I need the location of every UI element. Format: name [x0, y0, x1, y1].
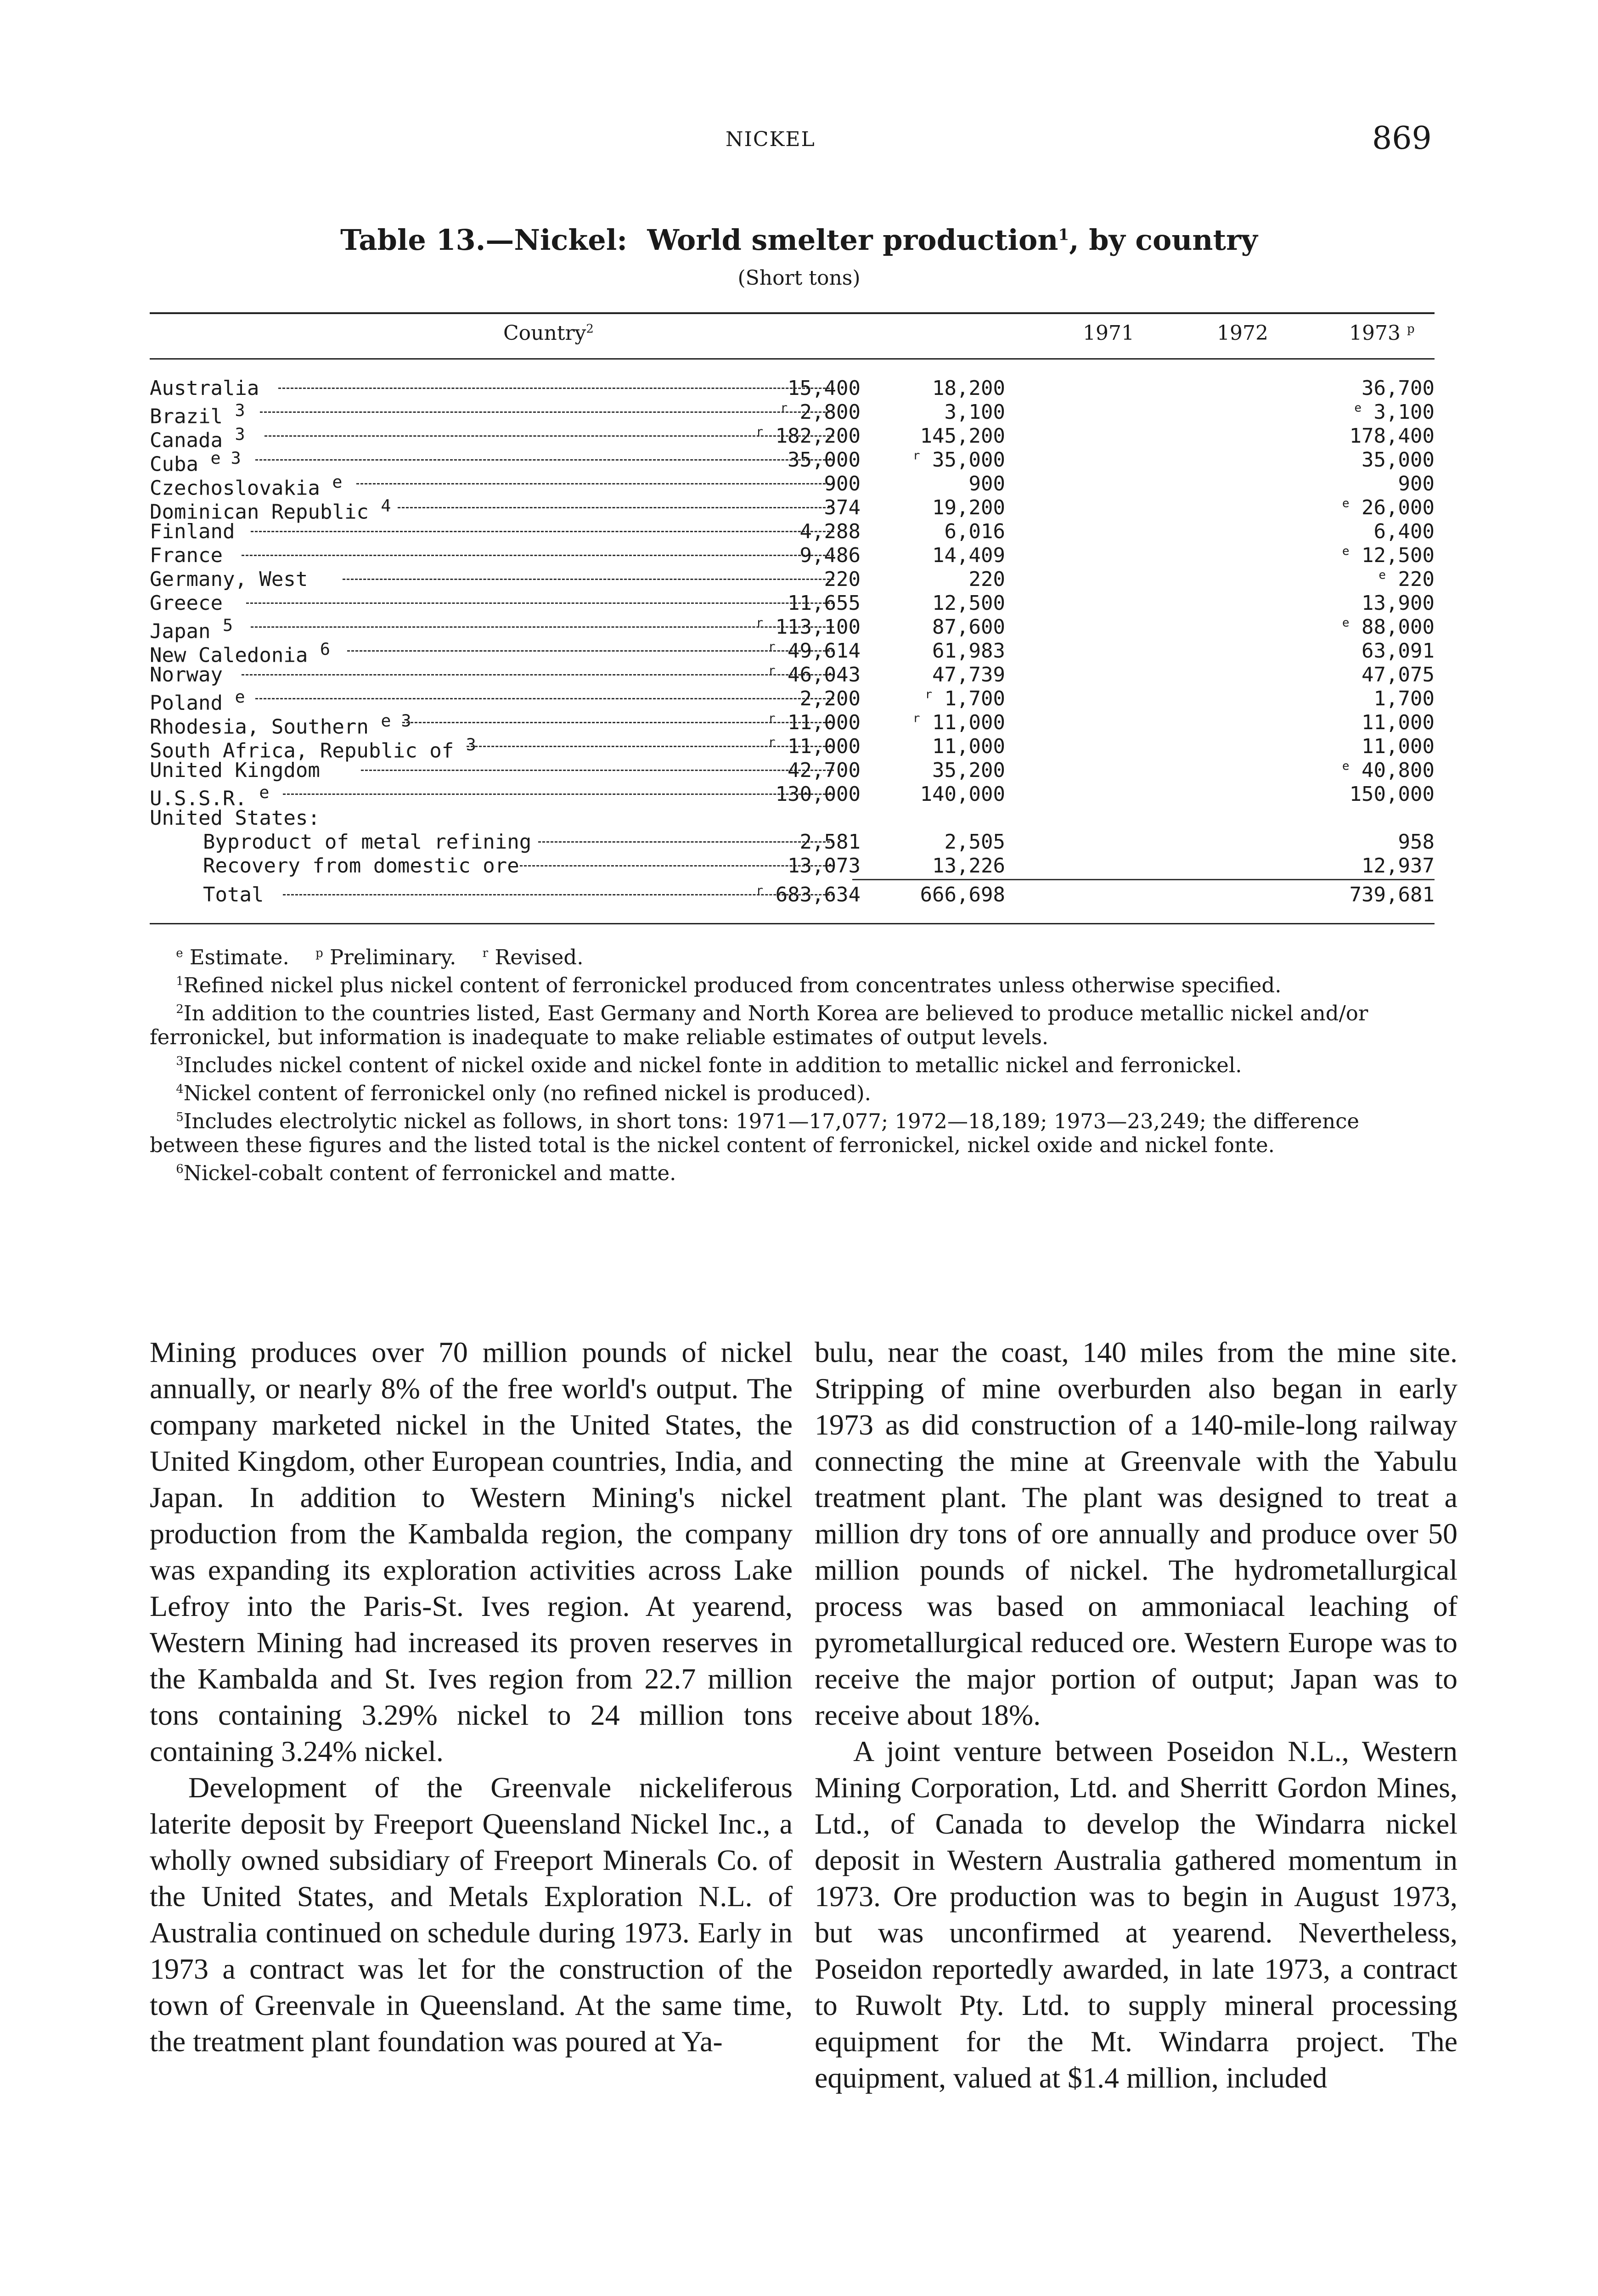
value-1971 — [800, 830, 861, 854]
leader-dots — [398, 507, 834, 508]
table-row — [150, 544, 1435, 568]
row-label: Germany, West — [150, 568, 308, 591]
leader-dots — [242, 555, 834, 556]
value-1973-value: 36,700 — [1362, 377, 1435, 400]
value-1973 — [1342, 759, 1435, 782]
value-1973 — [1354, 400, 1435, 424]
value-1971-value: 220 — [824, 568, 861, 591]
value-1972-value: 11,000 — [932, 711, 1005, 734]
leader-dots — [347, 650, 834, 652]
total-rule — [852, 879, 1435, 880]
value-1971-value: 374 — [824, 496, 861, 519]
row-label-note: e 3 — [381, 711, 411, 731]
value-1971-value: 9,486 — [799, 544, 861, 567]
body-column-left — [150, 1334, 793, 2060]
leader-dots — [278, 388, 834, 389]
row-label-note: 6 — [320, 639, 330, 659]
value-1971-value: 13,073 — [788, 854, 861, 878]
legend-estimate: Estimate. — [189, 945, 289, 969]
footnote-2-text: In addition to the countries listed, East Germany and North Korea are believed to produce metallic nickel and/or ferronickel, but information is inadequate to make reliable estimates of output levels. — [150, 1001, 1368, 1049]
body-left-paragraph-1: Mining produces over 70 million pounds of nickel annually, or nearly 8% of the free world's output. The company marketed nickel in the United States, the United Kingdom, other European countries, India, and Japan. In addition to Western Mining's nickel production from the Kambalda region, the company was expanding its exploration activities across Lake Lefroy into the Paris-St. Ives region. At yearend, Western Mining had increased its proven reserves in the Kambalda and St. Ives region from 22.7 million tons containing 3.29% nickel to 24 million tons containing 3.24% nickel. — [150, 1336, 793, 1767]
value-1972-value: 35,200 — [932, 759, 1005, 782]
value-1971-flag: r — [756, 425, 764, 439]
table-body — [150, 377, 1435, 907]
table-row — [150, 735, 1435, 763]
leader-dots — [260, 411, 834, 413]
value-1972-value: 2,505 — [944, 830, 1005, 854]
value-1973 — [1342, 496, 1435, 519]
value-1973-flag: e — [1379, 568, 1386, 582]
value-1973-value: 12,500 — [1362, 544, 1435, 567]
body-right-paragraph-2: A joint venture between Poseidon N.L., Western Mining Corporation, Ltd. and Sherritt Gordon Mines, Ltd., of Canada to develop the Windarra nickel deposit in Western Australia gathered momentum in 1973. Ore production was to begin in August 1973, but was unconfirmed at yearend. Nevertheless, Poseidon reportedly awarded, in late 1973, a contract to Ruwolt Pty. Ltd. to supply mineral processing equipment for the Mt. Windarra project. The equipment, valued at $1.4 million, included — [815, 1735, 1457, 2094]
footnote-5-text: Includes electrolytic nickel as follows, in short tons: 1971—17,077; 1972—18,189; 1973—23,249; the difference between these figures and the listed total is the nickel content of ferronickel, nickel oxide and nickel fonte. — [150, 1109, 1360, 1157]
row-label-note: e — [235, 687, 245, 707]
value-1972-value: 14,409 — [932, 544, 1005, 567]
leader-dots — [255, 459, 834, 461]
value-1971-value: 15,400 — [788, 377, 861, 400]
leader-dots — [242, 674, 834, 675]
row-label-note: 3 — [235, 400, 245, 420]
value-1971 — [788, 377, 861, 400]
row-label: South Africa, Republic of — [150, 739, 454, 763]
value-1973-value: 63,091 — [1362, 639, 1435, 663]
value-1971-value: 2,200 — [799, 687, 861, 710]
country-name — [150, 591, 223, 615]
value-1972 — [932, 639, 1005, 663]
value-1973 — [1350, 424, 1435, 448]
value-1973-value: 11,000 — [1362, 735, 1435, 758]
value-1971-value: 2,800 — [799, 400, 861, 424]
value-1973-value: 220 — [1398, 568, 1435, 591]
value-1972-value: 11,000 — [932, 735, 1005, 758]
value-1972-value: 900 — [968, 472, 1005, 495]
value-1972 — [945, 830, 1005, 854]
value-1972-value: 19,200 — [932, 496, 1005, 519]
table-row — [150, 687, 1435, 715]
value-1972 — [945, 400, 1005, 424]
value-1973 — [1374, 520, 1435, 543]
leader-dots — [283, 793, 834, 795]
legend-preliminary: Preliminary. — [330, 945, 456, 969]
value-1972-flag: r — [912, 711, 920, 726]
col-header-1973-flag: p — [1407, 322, 1415, 336]
table-row — [150, 782, 1435, 810]
united-states-label: United States: — [150, 806, 320, 830]
table-header-rule — [150, 358, 1435, 360]
leader-dots — [538, 841, 834, 843]
body-right-paragraph-1: bulu, near the coast, 140 miles from the mine site. Stripping of mine overburden also began in early 1973 as did construction of a 140-mile-long railway connecting the mine at Greenvale with the Yabulu treatment plant. The plant was designed to treat a million dry tons of ore annually and produce over 50 million pounds of nickel. The hydrometallurgical process was based on ammoniacal leaching of pyrometallurgical reduced ore. Western Europe was to receive the major portion of output; Japan was to receive about 18%. — [815, 1336, 1457, 1731]
value-1972 — [932, 759, 1005, 782]
value-1971 — [788, 854, 861, 878]
value-1972 — [932, 496, 1005, 519]
row-label-note: 5 — [222, 615, 233, 635]
table-row — [150, 496, 1435, 524]
row-label-note: e 3 — [210, 448, 241, 468]
value-1971-value: 49,614 — [788, 639, 861, 663]
value-1973 — [1374, 687, 1435, 710]
footnotes — [150, 941, 1435, 1185]
value-1972 — [932, 377, 1005, 400]
value-1971 — [768, 663, 861, 687]
value-1971 — [756, 424, 861, 448]
row-label-note: 3 — [466, 735, 476, 754]
value-1971 — [788, 759, 861, 782]
row-label: Czechoslovakia — [150, 476, 320, 500]
page-number: 869 — [1372, 120, 1432, 157]
table-row-total — [150, 883, 1435, 907]
total-1972-value: 666,698 — [920, 883, 1005, 906]
row-label: Recovery from domestic ore — [203, 854, 519, 878]
table-row — [150, 448, 1435, 476]
leader-dots — [361, 770, 834, 771]
table-row — [150, 400, 1435, 428]
value-1971-flag: r — [768, 640, 776, 654]
leader-dots — [283, 894, 834, 895]
value-1972-value: 145,200 — [920, 424, 1005, 448]
value-1973 — [1362, 711, 1435, 734]
country-name — [150, 520, 235, 543]
table-title-prefix: Table 13.—Nickel: — [340, 223, 628, 257]
value-1973 — [1362, 448, 1435, 472]
col-header-country-label: Country — [503, 321, 586, 345]
row-label: Cuba — [150, 452, 198, 476]
legend-e-symbol: e — [176, 946, 183, 960]
value-1973 — [1362, 854, 1435, 878]
value-1972 — [913, 711, 1005, 734]
col-header-country — [503, 321, 594, 345]
value-1972 — [913, 448, 1005, 472]
value-1971-value: 42,700 — [788, 759, 861, 782]
total-label: Total — [203, 883, 264, 906]
table-row-united-states — [150, 806, 1435, 830]
value-1973-flag: e — [1342, 544, 1350, 558]
value-1972 — [932, 663, 1005, 687]
country-name — [150, 568, 308, 591]
leader-dots — [356, 483, 834, 484]
value-1973-value: 88,000 — [1362, 615, 1435, 639]
footnote-3-text: Includes nickel content of nickel oxide and nickel fonte in addition to metallic nickel and ferronickel. — [183, 1053, 1242, 1077]
value-1972 — [945, 520, 1005, 543]
value-1973 — [1342, 544, 1435, 567]
value-1973-value: 900 — [1398, 472, 1435, 495]
value-1972-value: 12,500 — [932, 591, 1005, 615]
value-1973 — [1398, 830, 1435, 854]
value-1972-value: 61,983 — [932, 639, 1005, 663]
value-1971 — [788, 448, 861, 472]
value-1973 — [1398, 472, 1435, 495]
value-1973-value: 40,800 — [1362, 759, 1435, 782]
table-row — [150, 854, 1435, 878]
value-1972-value: 220 — [968, 568, 1005, 591]
table-title-note: 1 — [1058, 225, 1069, 244]
country-name — [150, 663, 223, 687]
footnote-2: $^2$In addition to the countries listed, East Germany and North Korea are believed to produce metallic nickel and/or ferronickel, but information is inadequate to make reliable estimates of output levels. — [150, 1001, 1368, 1049]
value-1971 — [756, 615, 861, 639]
table-bottom-rule — [150, 923, 1435, 924]
col-header-country-note: 2 — [586, 322, 594, 336]
leader-dots — [520, 865, 834, 867]
row-label: Greece — [150, 591, 223, 615]
footnote-legend — [150, 941, 1435, 969]
value-1972-value: 87,600 — [932, 615, 1005, 639]
table-row — [150, 615, 1435, 643]
value-1971-flag: r — [756, 616, 764, 630]
row-label: U.S.S.R. — [150, 787, 247, 810]
row-label: Dominican Republic — [150, 500, 369, 524]
row-label: Canada — [150, 428, 223, 452]
total-1971 — [756, 883, 861, 906]
value-1971-value: 182,200 — [775, 424, 861, 448]
table-row — [150, 830, 1435, 854]
value-1972-value: 18,200 — [932, 377, 1005, 400]
value-1971 — [768, 735, 861, 758]
value-1971 — [776, 782, 861, 806]
leader-dots — [251, 531, 834, 532]
value-1973-flag: e — [1342, 616, 1350, 630]
value-1971 — [780, 400, 861, 424]
value-1972-value: 35,000 — [932, 448, 1005, 472]
value-1973-value: 26,000 — [1362, 496, 1435, 519]
value-1971-flag: r — [780, 401, 788, 415]
value-1971 — [824, 568, 861, 591]
value-1973 — [1362, 639, 1435, 663]
leader-dots — [251, 626, 834, 628]
value-1971-value: 11,000 — [788, 735, 861, 758]
value-1971-value: 130,000 — [775, 782, 861, 806]
value-1972-value: 140,000 — [920, 782, 1005, 806]
country-name — [150, 544, 223, 567]
leader-dots — [343, 579, 834, 580]
row-label: Australia — [150, 377, 259, 400]
body-column-right — [815, 1334, 1457, 2096]
legend-r-symbol: r — [482, 946, 489, 960]
value-1973-value: 35,000 — [1362, 448, 1435, 472]
value-1971-value: 113,100 — [775, 615, 861, 639]
value-1973-value: 1,700 — [1373, 687, 1435, 710]
row-label: Finland — [150, 520, 235, 543]
value-1973-flag: e — [1342, 759, 1350, 773]
row-label: Brazil — [150, 405, 223, 428]
value-1973-value: 150,000 — [1349, 782, 1435, 806]
footnote-3: $^3$Includes nickel content of nickel oxide and nickel fonte in addition to metallic nickel and ferronickel. — [176, 1053, 1242, 1077]
row-label: Poland — [150, 691, 223, 715]
value-1973 — [1350, 782, 1435, 806]
value-1972 — [920, 782, 1005, 806]
sub-item-name — [203, 830, 531, 854]
value-1973-flag: e — [1342, 496, 1350, 511]
value-1971-value: 11,000 — [788, 711, 861, 734]
total-1971-flag: r — [756, 884, 764, 898]
total-1973-value: 739,681 — [1349, 883, 1435, 906]
footnote-1-text: Refined nickel plus nickel content of ferronickel produced from concentrates unless otherwise specified. — [183, 973, 1282, 997]
value-1972 — [932, 591, 1005, 615]
value-1972 — [932, 854, 1005, 878]
value-1972 — [969, 568, 1005, 591]
value-1972-value: 47,739 — [932, 663, 1005, 687]
table-row — [150, 568, 1435, 591]
running-title: NICKEL — [726, 128, 816, 151]
total-1971-value: 683,634 — [775, 883, 861, 906]
value-1971-value: 900 — [824, 472, 861, 495]
value-1971 — [824, 472, 861, 495]
sub-item-name — [203, 854, 519, 878]
footnote-4: $^4$Nickel content of ferronickel only (no refined nickel is produced). — [176, 1081, 871, 1105]
table-row — [150, 377, 1435, 400]
value-1972 — [925, 687, 1005, 710]
value-1973-value: 12,937 — [1362, 854, 1435, 878]
value-1971-value: 46,043 — [788, 663, 861, 687]
footnote-6: $^6$Nickel-cobalt content of ferronickel and matte. — [176, 1161, 676, 1185]
table-subtitle: (Short tons) — [737, 266, 861, 290]
value-1972-value: 13,226 — [932, 854, 1005, 878]
table-row — [150, 759, 1435, 782]
value-1973-value: 178,400 — [1349, 424, 1435, 448]
value-1971-value: 2,581 — [799, 830, 861, 854]
value-1972-flag: r — [912, 449, 920, 463]
value-1972-flag: r — [925, 687, 933, 702]
value-1971-flag: r — [768, 664, 776, 678]
value-1973 — [1362, 591, 1435, 615]
country-name — [150, 759, 320, 782]
col-header-1971: 1971 — [1083, 321, 1134, 345]
value-1973 — [1379, 568, 1435, 591]
row-label: New Caledonia — [150, 643, 308, 667]
value-1973 — [1362, 663, 1435, 687]
row-label: Japan — [150, 619, 211, 643]
total-1973 — [1350, 883, 1435, 906]
row-label-note: e — [259, 782, 270, 802]
table-title — [0, 223, 1598, 257]
leader-dots — [264, 435, 834, 437]
value-1971 — [788, 591, 861, 615]
value-1973 — [1362, 735, 1435, 758]
row-label-note: e — [332, 472, 343, 492]
table-row — [150, 520, 1435, 544]
table-top-rule — [150, 312, 1435, 314]
row-label-note: 3 — [235, 424, 245, 444]
value-1972 — [932, 735, 1005, 758]
value-1971 — [800, 687, 861, 710]
country-name — [150, 377, 259, 400]
value-1973-value: 6,400 — [1373, 520, 1435, 543]
value-1972 — [920, 424, 1005, 448]
value-1973-value: 47,075 — [1362, 663, 1435, 687]
leader-dots — [255, 698, 834, 699]
value-1972 — [969, 472, 1005, 495]
table-row — [150, 663, 1435, 687]
value-1973 — [1342, 615, 1435, 639]
value-1971 — [768, 711, 861, 734]
value-1971 — [824, 496, 861, 519]
leader-dots — [246, 602, 834, 604]
footnote-6-text: Nickel-cobalt content of ferronickel and matte. — [183, 1161, 676, 1185]
value-1973-flag: e — [1354, 401, 1362, 415]
value-1973-value: 958 — [1398, 830, 1435, 854]
table-row — [150, 639, 1435, 667]
value-1972-value: 3,100 — [944, 400, 1005, 424]
value-1971-value: 4,288 — [799, 520, 861, 543]
value-1971 — [800, 520, 861, 543]
table-title-main: World smelter production — [647, 223, 1058, 257]
value-1973-value: 13,900 — [1362, 591, 1435, 615]
value-1971-value: 35,000 — [788, 448, 861, 472]
value-1971-flag: r — [768, 711, 776, 726]
footnote-4-text: Nickel content of ferronickel only (no refined nickel is produced). — [183, 1081, 871, 1105]
legend-p-symbol: p — [315, 946, 323, 960]
row-label: Norway — [150, 663, 223, 687]
col-header-1973 — [1349, 321, 1415, 345]
row-label-note: 4 — [381, 496, 391, 516]
table-row — [150, 711, 1435, 739]
value-1971-value: 11,655 — [788, 591, 861, 615]
body-left-paragraph-2: Development of the Greenvale nickeliferous laterite deposit by Freeport Queensland Nickel Inc., a wholly owned subsidiary of Freeport Minerals Co. of the United States, and Metals Exploration N.L. of Australia continued on schedule during 1973. Early in 1973 a contract was let for the construction of the town of Greenvale in Queensland. At the same time, the treatment plant foundation was poured at Ya- — [150, 1771, 793, 2058]
col-header-1973-label: 1973 — [1349, 321, 1401, 345]
value-1971 — [768, 639, 861, 663]
value-1973-value: 3,100 — [1373, 400, 1435, 424]
legend-revised: Revised. — [495, 945, 584, 969]
value-1972-value: 1,700 — [944, 687, 1005, 710]
row-label: France — [150, 544, 223, 567]
value-1973 — [1362, 377, 1435, 400]
table-row — [150, 424, 1435, 452]
table-row — [150, 472, 1435, 500]
footnote-5: $^5$Includes electrolytic nickel as follows, in short tons: 1971—17,077; 1972—18,189; 1973—23,249; the difference between these figures and the listed total is the nickel content of ferronickel, nickel oxide and nickel fonte. — [150, 1109, 1360, 1157]
footnote-1: $^1$Refined nickel plus nickel content of ferronickel produced from concentrates unless otherwise specified. — [176, 973, 1282, 997]
table-title-suffix: , by country — [1069, 223, 1258, 257]
row-label: Byproduct of metal refining — [203, 830, 532, 854]
row-label: Rhodesia, Southern — [150, 715, 369, 739]
col-header-1972: 1972 — [1217, 321, 1268, 345]
value-1971-flag: r — [768, 735, 776, 749]
row-label: United Kingdom — [150, 759, 320, 782]
value-1972-value: 6,016 — [944, 520, 1005, 543]
value-1971 — [800, 544, 861, 567]
total-1972 — [920, 883, 1005, 906]
value-1972 — [932, 544, 1005, 567]
table-row — [150, 591, 1435, 615]
value-1972 — [932, 615, 1005, 639]
value-1973-value: 11,000 — [1362, 711, 1435, 734]
